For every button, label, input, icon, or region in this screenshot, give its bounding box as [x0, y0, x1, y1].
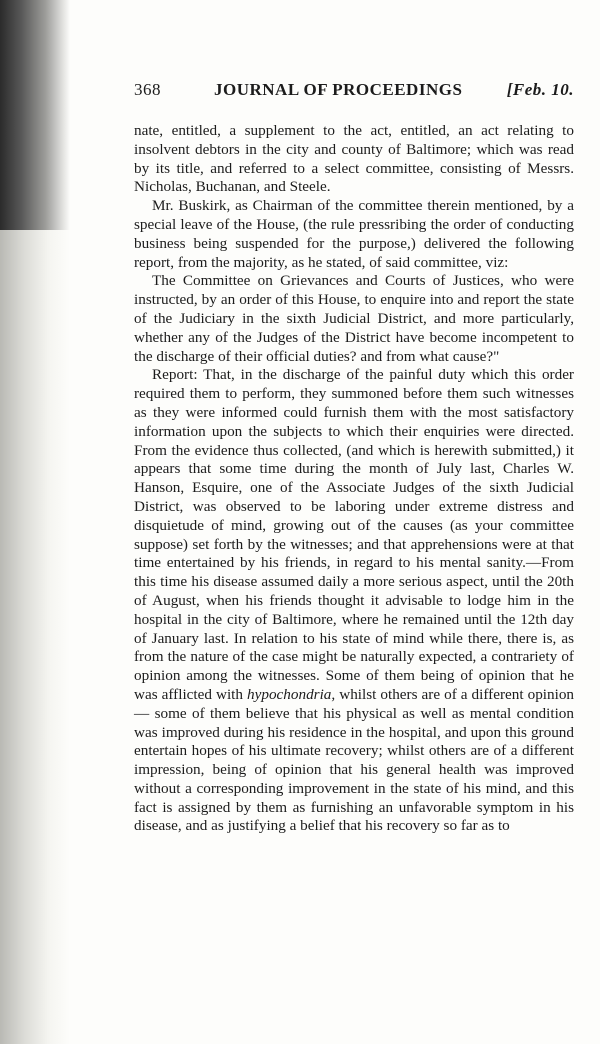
- page-number: 368: [134, 80, 161, 99]
- paragraph-committee-instruction: The Committee on Grievances and Courts of Justices, who were instructed, by an order of this House, to enquire into and report the state of the Judiciary in the sixth Judicial District, and more particularly, whether any of the Judges of the District have become incompetent to the discharge of their official duties? and from what cause?": [134, 272, 574, 365]
- paragraph-report: [134, 366, 574, 836]
- paragraph-buskirk: Mr. Buskirk, as Chairman of the committee therein mentioned, by a special leave of the House, (the rule pressribing the order of conducting business being suspended for the purpose,) delivered the following report, from the majority, as he stated, of said committee, viz:: [134, 197, 574, 271]
- report-text-after: whilst others are of a different opinion— some of them believe that his physical as well as mental condition was improved during his residence in the hospital, and upon this ground entertain hopes of his ultimate recovery; whilst others are of a different impression, being of opinion that his general health was improved without a corresponding improvement in the state of his mind, and this fact is assigned by them as furnishing an unfavorable symptom in his disease, and as justifying a belief that his recovery so far as to: [134, 685, 575, 835]
- report-emphasis: hypochondria,: [247, 685, 336, 703]
- binding-dark-band: [0, 0, 70, 230]
- header-date: [Feb. 10.: [506, 80, 574, 99]
- running-header: [134, 80, 574, 108]
- journal-title: JOURNAL OF PROCEEDINGS: [214, 80, 463, 99]
- paragraph-continuation: nate, entitled, a supplement to the act, entitled, an act relating to insolvent debtors in the city and county of Baltimore; which was read by its title, and referred to a select committee, consisting of Messrs. Nicholas, Buchanan, and Steele.: [134, 122, 574, 196]
- body-text: [134, 122, 574, 836]
- journal-page: [134, 80, 574, 836]
- report-text-before: Report: That, in the discharge of the painful duty which this order required them to perform, they summoned before them such witnesses as they were informed could furnish them with the most satisfactory information upon the subjects to which their enquiries were directed. From the evidence thus collected, (and which is herewith submitted,) it appears that some time during the month of July last, Charles W. Hanson, Esquire, one of the Associate Judges of the sixth Judicial District, was observed to be laboring under extreme distress and disquietude of mind, growing out of the causes (as your committee suppose) set forth by the witnesses; and that apprehensions were at that time entertained by his friends, in regard to his mental sanity.—From this time his disease assumed daily a more serious aspect, until the 20th of August, when his friends thought it advisable to lodge him in the hospital in the city of Baltimore, where he remained until the 12th day of January last. In relation to his state of mind while there, there is, as from the nature of the case might be naturally expected, a contrariety of opinion among the witnesses. Some of them being of opinion that he was afflicted with: [134, 366, 574, 703]
- binding-shadow: [0, 0, 70, 1044]
